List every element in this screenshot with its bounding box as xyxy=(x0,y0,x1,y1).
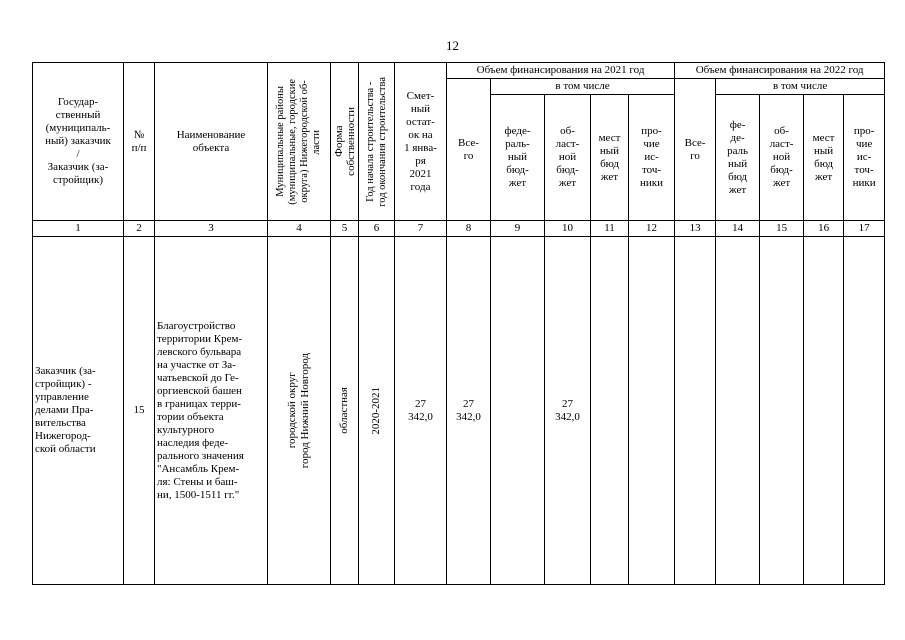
header-num: № п/п xyxy=(124,63,155,221)
row-total-2022 xyxy=(675,237,716,585)
column-number: 17 xyxy=(844,221,885,237)
column-number: 11 xyxy=(591,221,629,237)
row-num: 15 xyxy=(124,237,155,585)
header-including-2022: в том числе xyxy=(716,79,885,95)
column-number: 1 xyxy=(33,221,124,237)
row-local-2022 xyxy=(804,237,844,585)
header-ownership xyxy=(331,63,359,221)
row-total-2021: 27 342,0 xyxy=(447,237,491,585)
row-years xyxy=(359,237,395,585)
row-ownership-text: областная xyxy=(338,387,350,434)
header-fin-2021: Объем финансирования на 2021 год xyxy=(447,63,675,79)
column-number: 12 xyxy=(629,221,675,237)
column-number: 9 xyxy=(491,221,545,237)
header-local-2022: мест ный бюд жет xyxy=(804,95,844,221)
financing-table xyxy=(32,62,885,585)
header-ownership-text: Форма собственности xyxy=(332,107,357,176)
row-federal-2021 xyxy=(491,237,545,585)
column-number: 6 xyxy=(359,221,395,237)
header-customer: Государ- ственный (муниципаль- ный) заказчик / Заказчик (за- стройщик) xyxy=(33,63,124,221)
column-number: 10 xyxy=(545,221,591,237)
header-local-2021: мест ный бюд жет xyxy=(591,95,629,221)
row-balance: 27 342,0 xyxy=(395,237,447,585)
header-fin-2022: Объем финансирования на 2022 год xyxy=(675,63,885,79)
row-federal-2022 xyxy=(716,237,760,585)
row-ownership xyxy=(331,237,359,585)
header-districts-text: Муниципальные районы (муниципальные, городские округа) Нижегородской об- ласти xyxy=(275,78,322,205)
column-number: 3 xyxy=(155,221,268,237)
header-federal-2022: фе- де- раль ный бюд жет xyxy=(716,95,760,221)
header-including-2021: в том числе xyxy=(491,79,675,95)
header-regional-2021: об- ласт- ной бюд- жет xyxy=(545,95,591,221)
column-number: 5 xyxy=(331,221,359,237)
row-object-name: Благоустройство территории Крем- левского бульвара на участке от За- чатьевской до Ге- оргиевской башен в границах терри- тории объекта культурного наследия феде- рального значения "Ансамбль Крем- ля: Стены и баш- ни, 1500-1511 гг." xyxy=(155,237,268,585)
header-regional-2022: об- ласт- ной бюд- жет xyxy=(760,95,804,221)
header-other-2022: про- чие ис- точ- ники xyxy=(844,95,885,221)
column-number: 4 xyxy=(268,221,331,237)
header-other-2021: про- чие ис- точ- ники xyxy=(629,95,675,221)
row-customer: Заказчик (за- стройщик) - управление делами Пра- вительства Нижегород- ской области xyxy=(33,237,124,585)
row-regional-2022 xyxy=(760,237,804,585)
row-regional-2021: 27 342,0 xyxy=(545,237,591,585)
row-local-2021 xyxy=(591,237,629,585)
header-districts xyxy=(268,63,331,221)
table-row xyxy=(33,237,885,585)
row-years-text: 2020-2021 xyxy=(370,386,382,435)
column-number: 16 xyxy=(804,221,844,237)
header-years xyxy=(359,63,395,221)
row-other-2022 xyxy=(844,237,885,585)
column-number: 13 xyxy=(675,221,716,237)
header-balance: Смет- ный остат- ок на 1 янва- ря 2021 года xyxy=(395,63,447,221)
column-number: 8 xyxy=(447,221,491,237)
header-federal-2021: феде- раль- ный бюд- жет xyxy=(491,95,545,221)
header-total-2021: Все- го xyxy=(447,79,491,221)
column-number: 2 xyxy=(124,221,155,237)
column-number: 14 xyxy=(716,221,760,237)
header-total-2022: Все- го xyxy=(675,79,716,221)
row-district-text: городской округ город Нижний Новгород xyxy=(286,352,311,469)
page-number: 12 xyxy=(446,38,459,53)
column-number: 7 xyxy=(395,221,447,237)
row-district xyxy=(268,237,331,585)
column-number-row xyxy=(33,221,885,237)
header-years-text: Год начала строительства - год окончания строительства xyxy=(364,76,388,207)
header-object-name: Наименование объекта xyxy=(155,63,268,221)
row-other-2021 xyxy=(629,237,675,585)
column-number: 15 xyxy=(760,221,804,237)
